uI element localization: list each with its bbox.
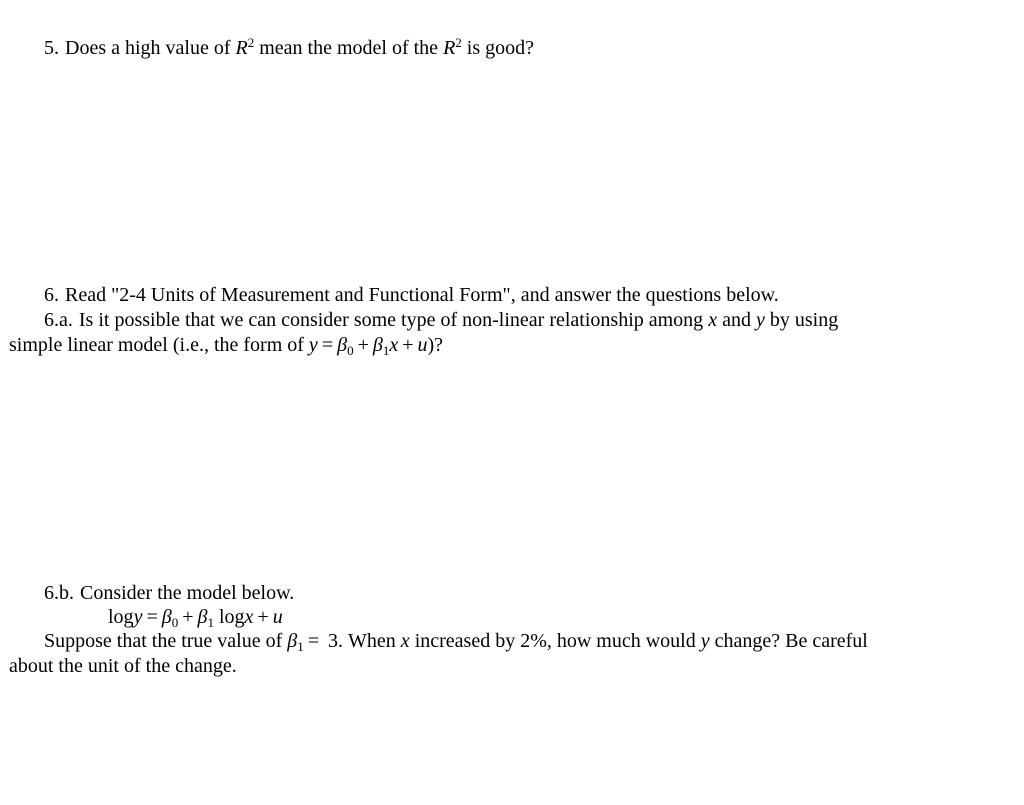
question-text: mean the model of the: [254, 37, 444, 59]
subscript: 0: [171, 615, 179, 630]
question-6b-line-2: [9, 654, 237, 678]
question-text: change? Be careful: [709, 630, 868, 652]
y-variable: y: [700, 630, 710, 652]
question-text: increased by 2%, how much would: [409, 630, 701, 652]
beta-symbol: β: [337, 334, 348, 356]
question-text: Consider the model below.: [80, 582, 295, 604]
log-function: log: [218, 606, 245, 628]
plus-sign: +: [402, 334, 414, 356]
question-text: and: [717, 309, 756, 331]
question-6a-line-1: [44, 308, 838, 332]
x-variable: x: [244, 606, 254, 628]
plus-sign: +: [182, 606, 194, 628]
question-number: 6.b.: [44, 582, 74, 604]
question-text: is good?: [461, 37, 534, 59]
equals-sign: =: [321, 334, 334, 356]
question-text: simple linear model (i.e., the form of: [9, 334, 309, 356]
r-symbol: R: [443, 37, 456, 59]
subscript: 1: [207, 615, 214, 630]
question-5: [44, 36, 534, 60]
x-variable: x: [389, 334, 399, 356]
superscript: 2: [455, 35, 462, 50]
question-text: Does a high value of: [65, 37, 236, 59]
question-6a-line-2: [9, 333, 443, 357]
question-text: Suppose that the true value of: [44, 630, 288, 652]
subscript: 1: [382, 343, 390, 358]
question-6b-line-1: [44, 629, 868, 653]
subscript: 0: [347, 343, 354, 358]
beta-symbol: β: [197, 606, 208, 628]
question-number: 5.: [44, 37, 59, 59]
equals-sign: =: [146, 606, 158, 628]
u-variable: u: [272, 606, 283, 628]
log-function: log: [108, 606, 134, 628]
question-6: [44, 283, 779, 307]
question-text: 3. When: [323, 630, 401, 652]
question-number: 6.a.: [44, 309, 73, 331]
subscript: 1: [297, 639, 304, 654]
r-symbol: R: [235, 37, 248, 59]
question-text: Read "2-4 Units of Measurement and Functional Form", and answer the questions below.: [65, 284, 779, 306]
beta-symbol: β: [161, 606, 172, 628]
y-variable: y: [308, 334, 318, 356]
u-variable: u: [417, 334, 428, 356]
plus-sign: +: [357, 334, 369, 356]
y-variable: y: [133, 606, 143, 628]
x-variable: x: [708, 309, 718, 331]
plus-sign: +: [257, 606, 269, 628]
beta-symbol: β: [287, 630, 298, 652]
superscript: 2: [247, 35, 255, 50]
y-variable: y: [755, 309, 765, 331]
model-equation: [108, 605, 283, 629]
question-text: about the unit of the change.: [9, 655, 237, 677]
x-variable: x: [400, 630, 410, 652]
question-text: by using: [764, 309, 839, 331]
beta-symbol: β: [372, 334, 383, 356]
question-text: )?: [427, 334, 444, 356]
question-number: 6.: [44, 284, 59, 306]
question-text: Is it possible that we can consider some type of non-linear relationship among: [78, 309, 709, 331]
question-6b-intro: [44, 581, 294, 605]
equals-sign: =: [307, 630, 320, 652]
